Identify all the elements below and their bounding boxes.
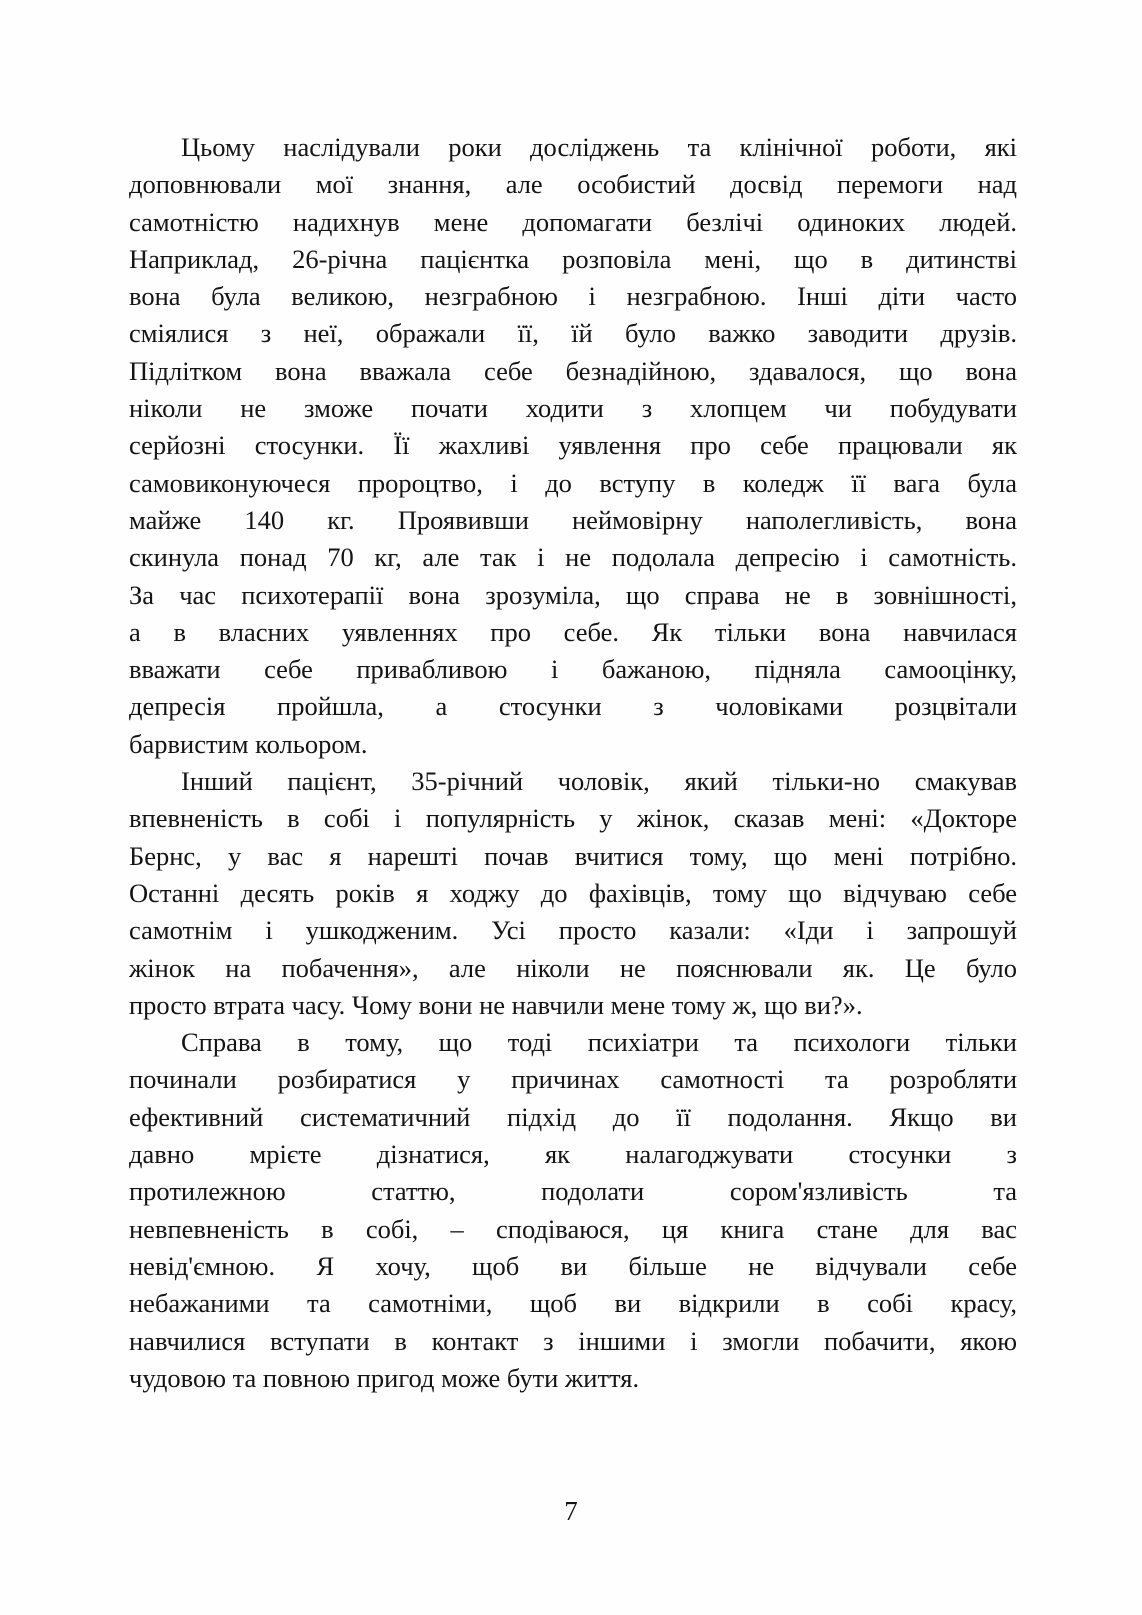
text-line: скинула понад 70 кг, але так і не подолала депресію і самотність.: [129, 542, 1017, 573]
text-line: Справа в тому, що тоді психіатри та психологи тільки: [181, 1027, 1017, 1058]
text-line: невід'ємною. Я хочу, щоб ви більше не відчували себе: [129, 1250, 1017, 1281]
text-line: Цьому наслідували роки досліджень та клінічної роботи, які: [181, 132, 1017, 162]
text-line: Наприклад, 26-річна пацієнтка розповіла мені, що в дитинстві: [129, 243, 1017, 274]
text-line: жінок на побачення», але ніколи не пояснювали як. Це було: [129, 952, 1017, 983]
text-line: ефективний систематичний підхід до її подолання. Якщо ви: [129, 1101, 1017, 1132]
text-line: ніколи не зможе почати ходити з хлопцем чи побудувати: [129, 393, 1017, 424]
text-line: чудовою та повною пригод може бути життя.: [129, 1362, 640, 1393]
text-line: майже 140 кг. Проявивши неймовірну наполегливість, вона: [129, 504, 1017, 535]
paragraph: [129, 1024, 1017, 1397]
text-line: давно мрієте дізнатися, як налагоджувати стосунки з: [129, 1139, 1017, 1170]
text-line: За час психотерапії вона зрозуміла, що справа не в зовнішності,: [129, 579, 1017, 610]
text-line: Бернс, у вас я нарешті почав вчитися тому, що мені потрібно.: [129, 840, 1017, 871]
body-text: [129, 129, 1017, 1397]
text-line: невпевненість в собі, – сподіваюся, ця книга стане для вас: [129, 1213, 1017, 1244]
text-line: Інший пацієнт, 35-річний чоловік, який тільки-но смакував: [181, 766, 1017, 797]
text-line: вона була великою, незграбною і незграбною. Інші діти часто: [129, 281, 1017, 312]
text-line: доповнювали мої знання, але особистий досвід перемоги над: [129, 169, 1017, 200]
paragraph: [129, 763, 1017, 1024]
text-line: навчилися вступати в контакт з іншими і змогли побачити, якою: [129, 1325, 1017, 1356]
text-line: небажаними та самотніми, щоб ви відкрили в собі красу,: [129, 1288, 1017, 1319]
text-line: серйозні стосунки. Її жахливі уявлення про себе працювали як: [129, 430, 1017, 461]
text-line: просто втрата часу. Чому вони не навчили мене тому ж, що ви?».: [129, 989, 863, 1020]
text-line: Останні десять років я ходжу до фахівців, тому що відчуваю себе: [129, 877, 1017, 908]
text-line: сміялися з неї, ображали її, їй було важко заводити друзів.: [129, 318, 1017, 349]
text-line: вважати себе привабливою і бажаною, підняла самооцінку,: [129, 654, 1017, 685]
text-line: протилежною статтю, подолати сором'язливість та: [129, 1176, 1017, 1207]
text-line: Підлітком вона вважала себе безнадійною, здавалося, що вона: [129, 355, 1017, 386]
text-line: самовиконуючеся пророцтво, і до вступу в коледж її вага була: [129, 467, 1017, 498]
text-line: барвистим кольором.: [129, 728, 368, 759]
text-line: впевненість в собі і популярність у жінок, сказав мені: «Докторе: [129, 803, 1017, 834]
text-line: починали розбиратися у причинах самотності та розробляти: [129, 1064, 1017, 1095]
text-line: а в власних уявленнях про себе. Як тільки вона навчилася: [129, 616, 1017, 647]
page-number: 7: [564, 1496, 578, 1526]
text-line: самотністю надихнув мене допомагати безлічі одиноких людей.: [129, 206, 1017, 237]
text-line: самотнім і ушкодженим. Усі просто казали: «Іди і запрошуй: [129, 915, 1017, 946]
paragraph: [129, 129, 1017, 763]
text-line: депресія пройшла, а стосунки з чоловіками розцвітали: [129, 691, 1017, 722]
